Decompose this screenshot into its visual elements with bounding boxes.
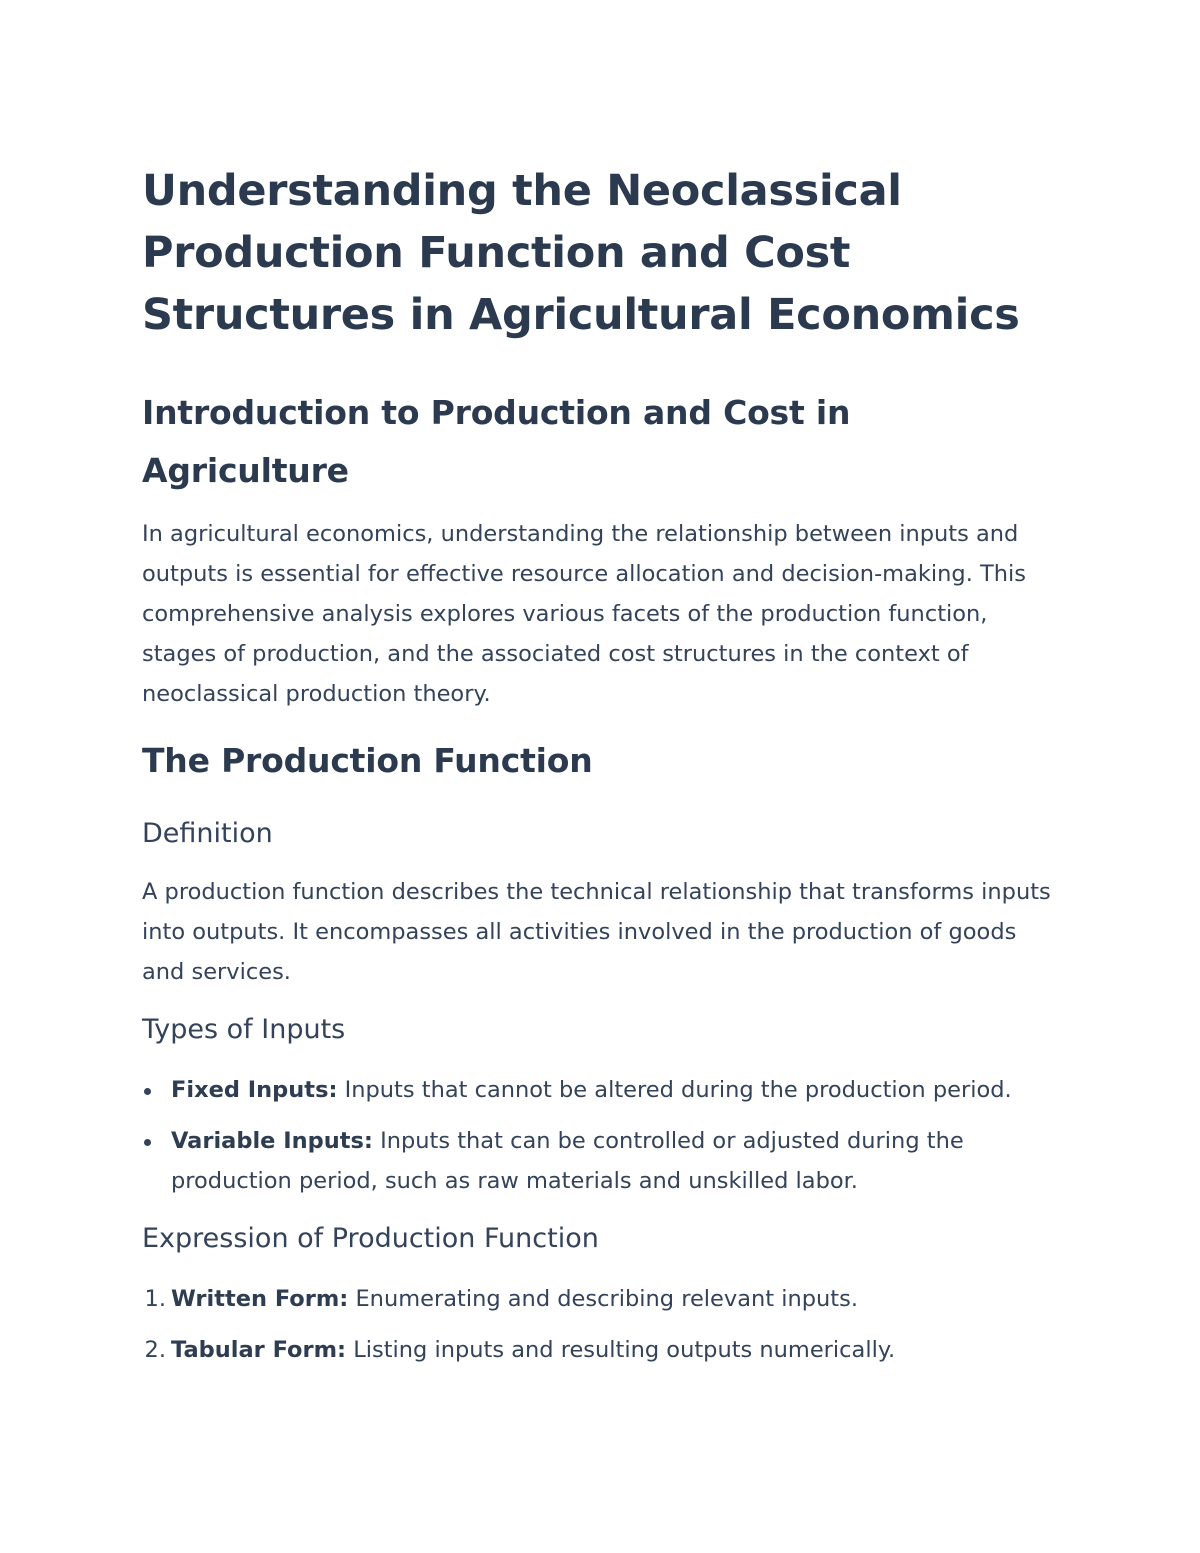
list-item	[142, 1330, 1062, 1370]
intro-paragraph: In agricultural economics, understanding the relationship between inputs and outputs is essential for effective resource allocation and decision-making. This comprehensive analysis explores various facets of the production function, stages of production, and the associated cost structures in the context of neoclassical production theory.	[142, 521, 1026, 707]
list-item-term: Variable Inputs:	[171, 1128, 373, 1154]
expression-list	[142, 1279, 1062, 1370]
list-item	[142, 1279, 1062, 1319]
expression-heading: Expression of Production Function	[142, 1223, 599, 1254]
list-item-number: 1.	[144, 1286, 166, 1312]
definition-heading: Definition	[142, 818, 273, 849]
list-item-text: Listing inputs and resulting outputs numerically.	[346, 1337, 896, 1363]
list-item-number: 2.	[144, 1337, 166, 1363]
definition-paragraph: A production function describes the technical relationship that transforms inputs into outputs. It encompasses all activities involved in the production of goods and services.	[142, 879, 1051, 985]
bullet-icon	[144, 1088, 151, 1095]
list-item-term: Written Form:	[171, 1286, 349, 1312]
production-function-heading: The Production Function	[142, 741, 593, 780]
list-item	[142, 1070, 1062, 1110]
list-item-term: Fixed Inputs:	[171, 1077, 338, 1103]
intro-heading: Introduction to Production and Cost in Agriculture	[142, 393, 851, 490]
list-item-text: Inputs that can be controlled or adjusted during the production period, such as raw materials and unskilled labor.	[171, 1128, 964, 1194]
document-title: Understanding the Neoclassical Production Function and Cost Structures in Agricultural Economics	[142, 166, 1020, 340]
list-item-text: Enumerating and describing relevant inputs.	[348, 1286, 858, 1312]
bullet-icon	[144, 1139, 151, 1146]
list-item-text: Inputs that cannot be altered during the production period.	[337, 1077, 1012, 1103]
list-item	[142, 1121, 1062, 1201]
list-item-term: Tabular Form:	[171, 1337, 347, 1363]
document-page	[142, 160, 1062, 1370]
types-of-inputs-list	[142, 1070, 1062, 1201]
types-of-inputs-heading: Types of Inputs	[142, 1014, 346, 1045]
